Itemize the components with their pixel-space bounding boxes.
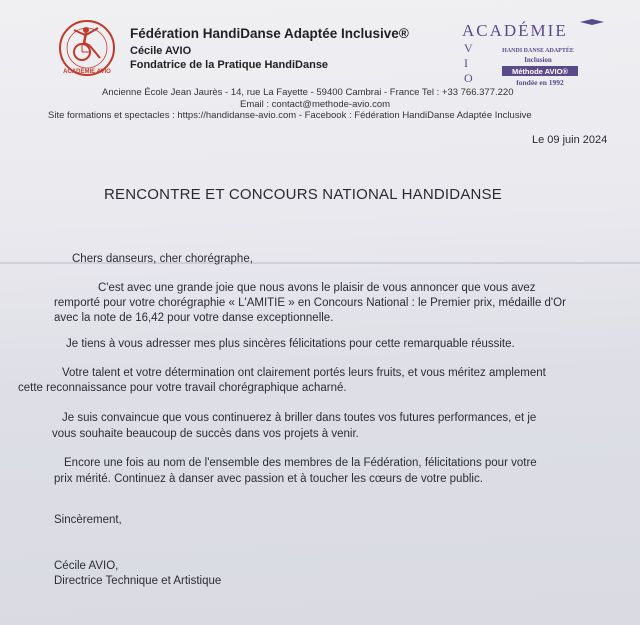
stamp-top-text: HANDI DANSE ADAPTÉE <box>502 48 574 54</box>
academie-title: ACADÉMIE <box>462 21 568 40</box>
letter-date: Le 09 juin 2024 <box>532 134 608 146</box>
logo-ring-text: ACADÉMIE AVIO <box>63 69 111 75</box>
address-line: Ancienne École Jean Jaurès - 14, rue La Fayette - 59400 Cambrai - France Tel : +33 766.377.220 <box>102 87 514 98</box>
academie-letter-o: O <box>464 71 473 85</box>
greeting: Chers danseurs, cher chorégraphe, <box>72 253 253 265</box>
stamp-mid-text: Inclusion <box>524 56 552 64</box>
federation-name: Fédération HandiDanse Adaptée Inclusive® <box>130 26 409 41</box>
paragraph-1-line: remporté pour votre chorégraphie « L'AMITIE » en Concours National : le Premier prix, médaille d'Or <box>54 297 566 309</box>
signer-title: Directrice Technique et Artistique <box>54 575 222 587</box>
paragraph-1-line: C'est avec une grande joie que nous avons le plaisir de vous annoncer que vous avez <box>98 282 536 294</box>
paragraph-3-line: cette reconnaissance pour votre travail chorégraphique acharné. <box>18 382 347 394</box>
paragraph-5-line: prix mérité. Continuez à danser avec passion et à toucher les cœurs de votre public. <box>54 473 483 485</box>
paragraph-5-line: Encore une fois au nom de l'ensemble des membres de la Fédération, félicitations pour votre <box>64 457 537 469</box>
letter-title: RENCONTRE ET CONCOURS NATIONAL HANDIDANSE <box>104 186 502 203</box>
academie-letter-v: V <box>464 41 473 55</box>
paragraph-3-line: Votre talent et votre détermination ont clairement portés leurs fruits, et vous méritez amplement <box>62 367 546 379</box>
paragraph-2-line: Je tiens à vous adresser mes plus sincères félicitations pour cette remarquable réussite. <box>66 338 515 350</box>
founder-title: Fondatrice de la Pratique HandiDanse <box>130 59 329 71</box>
academie-letter-i: I <box>464 56 468 70</box>
paragraph-1-line: avec la note de 16,42 pour votre danse exceptionnelle. <box>54 312 334 324</box>
paragraph-4-line: vous souhaite beaucoup de succès dans vos projets à venir. <box>52 428 359 440</box>
closing: Sincèrement, <box>54 514 122 526</box>
email-line: Email : contact@methode-avio.com <box>240 99 391 110</box>
website-line: Site formations et spectacles : https://handidanse-avio.com - Facebook : Fédération HandiDanse Adaptée Inclusive <box>48 110 532 121</box>
signer-name: Cécile AVIO, <box>54 560 119 572</box>
stamp-bottom-text: fondée en 1992 <box>516 78 564 87</box>
graduation-cap-icon <box>580 19 604 25</box>
federation-logo <box>56 18 118 78</box>
academie-avio-stamp <box>460 18 630 88</box>
paragraph-4-line: Je suis convaincue que vous continuerez à briller dans toutes vos futures performances, et je <box>62 412 537 424</box>
stamp-banner-text: Méthode AVIO® <box>512 67 568 76</box>
founder-name: Cécile AVIO <box>130 45 192 57</box>
